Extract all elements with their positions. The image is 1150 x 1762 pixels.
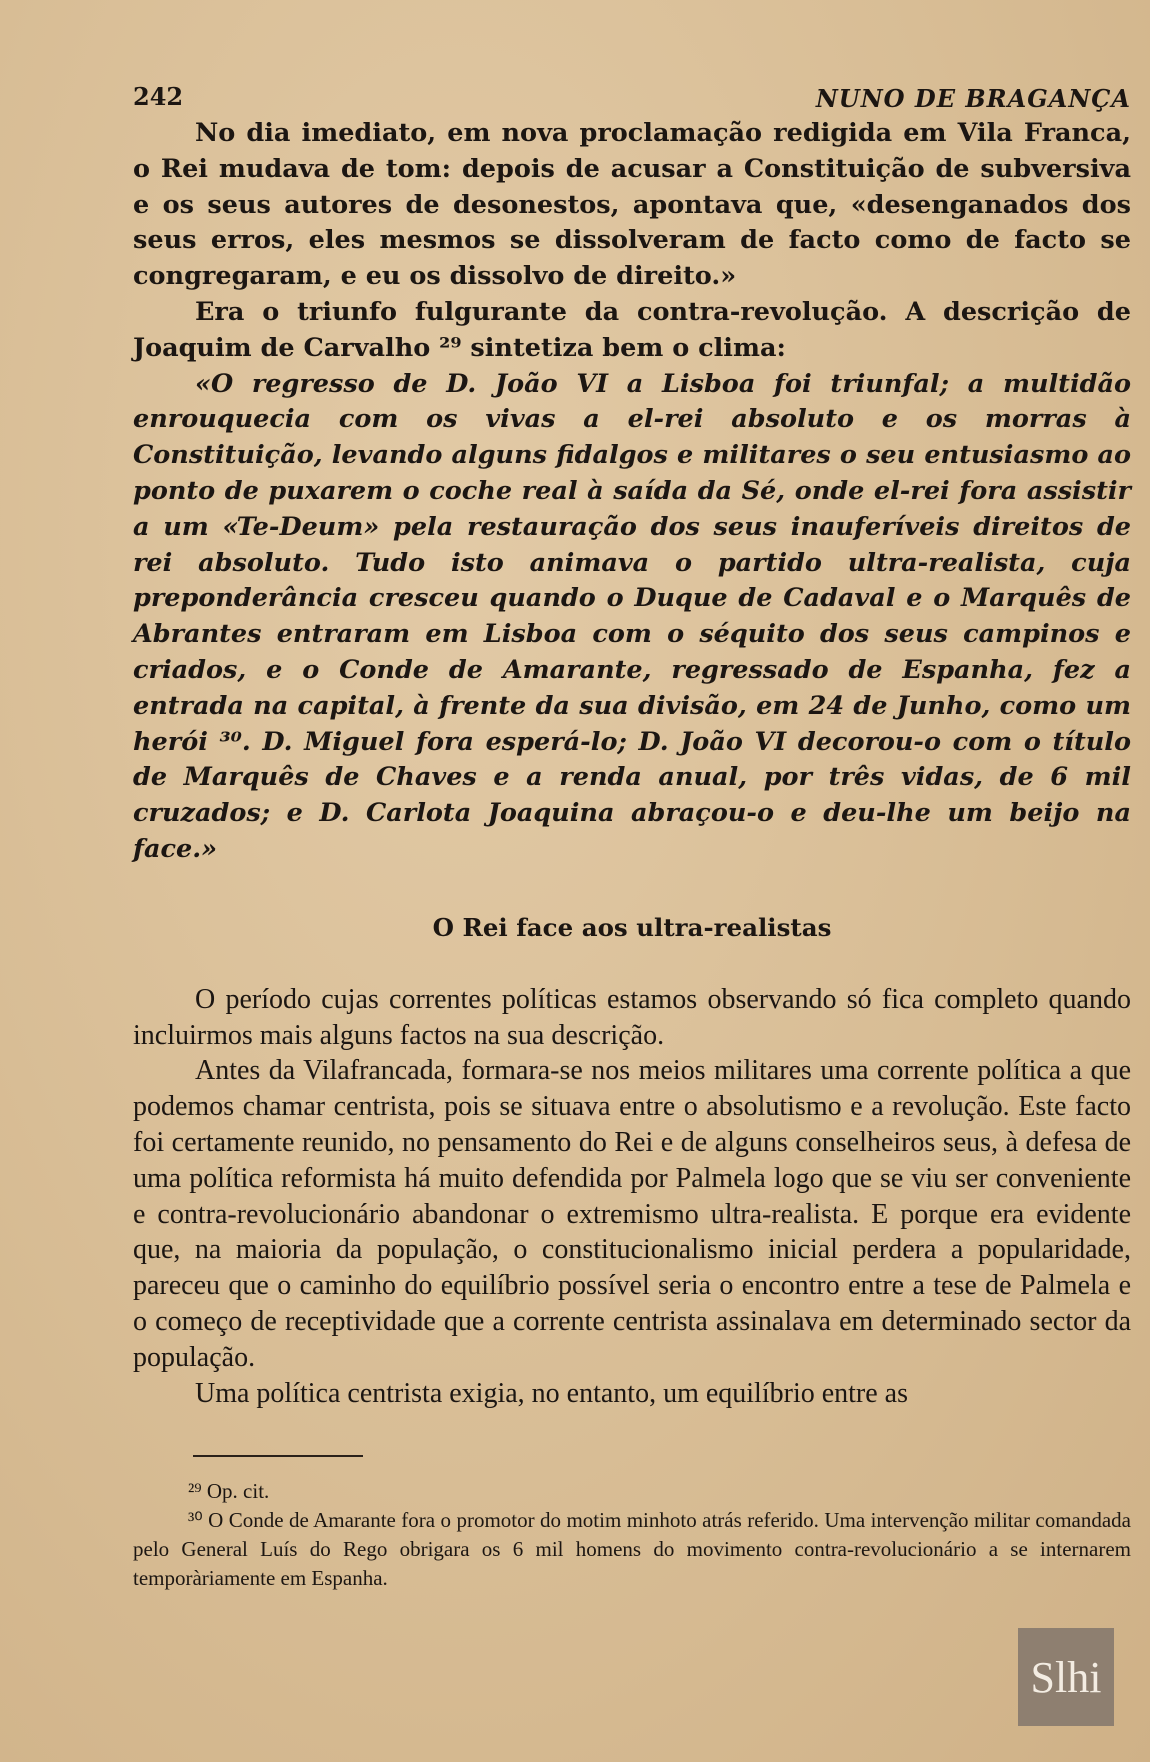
quotation: «O regresso de D. João VI a Lisboa foi triunfal; a multidão enrouquecia com os vivas a el-rei absoluto e os morras à Constituição, levando alguns fidalgos e militares o seu entusiasmo ao ponto de puxarem o coche real à saída da Sé, onde el-rei fora assistir a um «Te-Deum» pela restauração dos seus inauferíveis direitos de rei absoluto. Tudo isto animava o partido ultra-realista, cuja preponderância cresceu quando o Duque de Cadaval e o Marquês de Abrantes entraram em Lisboa com o séquito dos seus campinos e criados, e o Conde de Amarante, regressado de Espanha, fez a entrada na capital, à frente da sua divisão, em 24 de Junho, como um herói ³⁰. D. Miguel fora esperá-lo; D. João VI decorou-o com o título de Marquês de Chaves e a renda anual, por três vidas, de 6 mil cruzados; e D. Carlota Joaquina abraçou-o e deu-lhe um beijo na face.» <box>133 368 1131 864</box>
page <box>133 70 1131 1593</box>
body-section <box>133 982 1131 1412</box>
paragraph: Antes da Vilafrancada, formara-se nos meios militares uma corrente política a que podemos chamar centrista, pois se situava entre o absolutismo e a revolução. Este facto foi certamente reunido, no pensamento do Rei e de alguns conselheiros seus, à defesa de uma política reformista há muito defendida por Palmela logo que se viu ser conveniente e contra-revolucionário abandonar o extremismo ultra-realista. E porque era evidente que, na maioria da população, o constitucionalismo inicial perdera a popularidade, pareceu que o caminho do equilíbrio possível seria o encontro entre a tese de Palmela e o começo de receptividade que a corrente centrista assinalava em determinado sector da população. <box>133 1055 1131 1373</box>
library-watermark-logo: Slhi <box>1018 1628 1114 1726</box>
footnote: ²⁹ Op. cit. <box>188 1479 270 1504</box>
running-head: NUNO DE BRAGANÇA <box>815 84 1131 113</box>
paragraph: O período cujas correntes políticas estamos observando só fica completo quando incluirmos mais alguns factos na sua descrição. <box>133 983 1131 1051</box>
footnote: ³⁰ O Conde de Amarante fora o promotor do motim minhoto atrás referido. Uma intervenção militar comandada pelo General Luís do Rego obrigara os 6 mil homens do movimento contra-revolucionário a se internarem temporàriamente em Espanha. <box>133 1508 1131 1591</box>
page-number: 242 <box>133 82 184 111</box>
page-header <box>133 70 1131 116</box>
paragraph: Uma política centrista exigia, no entanto, um equilíbrio entre as <box>195 1377 909 1409</box>
paragraph: Era o triunfo fulgurante da contra-revolução. A descrição de Joaquim de Carvalho ²⁹ sintetiza bem o clima: <box>133 296 1131 363</box>
footnote-rule <box>193 1455 363 1457</box>
paragraph: No dia imediato, em nova proclamação redigida em Vila Franca, o Rei mudava de tom: depois de acusar a Constituição de subversiva e os seus autores de desonestos, apontava que, «desenganados dos seus erros, eles mesmos se dissolveram de facto como de facto se congregaram, e eu os dissolvo de direito.» <box>133 118 1131 292</box>
section-heading: O Rei face aos ultra-realistas <box>432 912 832 942</box>
